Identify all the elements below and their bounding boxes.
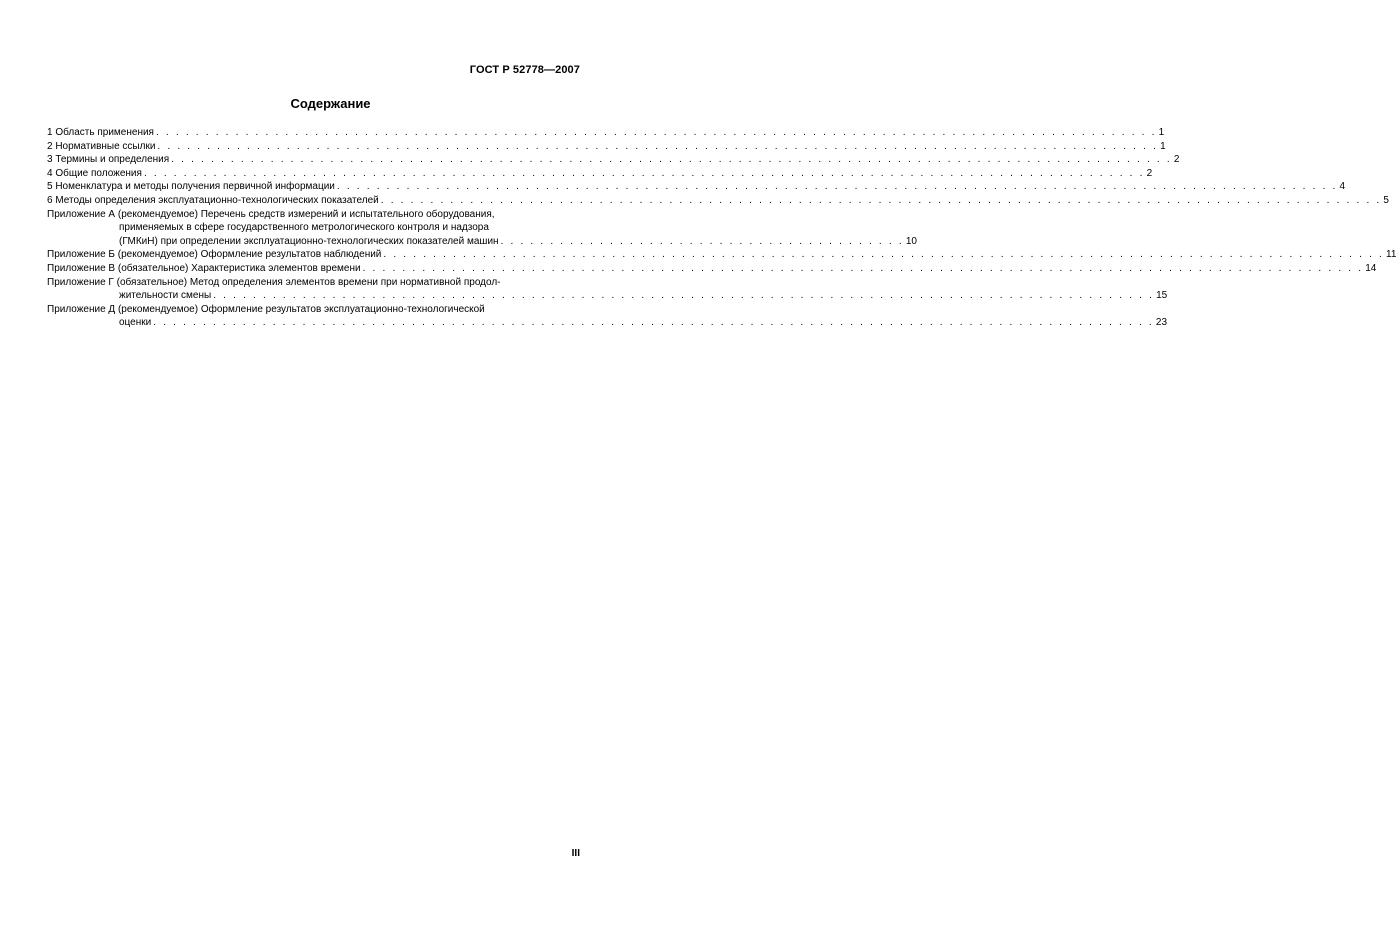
toc-leader-dots: . . . . . . . . . . . . . . . . . . . . . . . . . . . . . . . . . . . . . . . . . . . . . . . . . . . . . . . . . . . . . . . . . . . . . . . . . . . . . . . . . . . . . . . . . . . . . . . . . . . . . xyxy=(155,127,1157,138)
document-code: ГОСТ Р 52778—2007 xyxy=(469,64,580,76)
toc-entry-title: 1 Область применения xyxy=(47,127,154,138)
toc-leader-dots: . . . . . . . . . . . . . . . . . . . . . . . . . . . . . . . . . . . . . . . . . . . . . . . . . . . . . . . . . . . . . . . . . . . . . . . . . . . . . . . . . . . . . . . . . . . . . . . . . . . . . xyxy=(383,249,1385,261)
toc-entry-page: 4 xyxy=(1339,181,1346,193)
toc-entry-title-continued: жительности смены xyxy=(119,290,212,302)
toc-entry-page: 1 xyxy=(1160,140,1166,152)
toc-entry[interactable] xyxy=(47,180,1346,194)
toc-entry[interactable] xyxy=(47,303,1168,330)
toc-leader-dots: . . . . . . . . . . . . . . . . . . . . . . . . . . . . . . . . . . . . . . . . . . . . . . . . . . . . . . . . . . . . . . . . . . . . . . . . . . . . . . . . . . . . . . . . . . . . . . . . . . . . . xyxy=(157,140,1159,152)
toc-entry-title: 3 Термины и определения xyxy=(47,154,170,166)
toc-entry-title: 5 Номенклатура и методы получения первичной информации xyxy=(47,181,335,193)
toc-entry-last-line xyxy=(47,235,917,249)
toc-entry[interactable] xyxy=(47,126,1165,140)
toc-entry[interactable] xyxy=(47,140,1166,154)
toc-entry-title-continued: оценки xyxy=(119,317,152,329)
toc-entry-page: 2 xyxy=(1173,154,1180,166)
toc-entry[interactable] xyxy=(47,262,1377,276)
toc-leader-dots: . . . . . . . . . . . . . . . . . . . . . . . . . . . . . . . . . . . . . . . . . . . . . . . . . . . . . . . . . . . . . . . . . . . . . . . . . . . . . . . . . . . . . . . . . . . . . . . . . . . . . xyxy=(362,262,1364,274)
toc-leader-dots: . . . . . . . . . . . . . . . . . . . . . . . . . . . . . . . . . . . . . . . . . . . . . . . . . . . . . . . . . . . . . . . . . . . . . . . . . . . . . . . . . . . . . . . . . . . . . . . . . . . . . xyxy=(336,181,1338,193)
toc-entry[interactable] xyxy=(47,194,1389,208)
toc-entry-last-line xyxy=(47,316,1168,330)
toc-entry-title: 4 Общие положения xyxy=(47,167,142,179)
toc-leader-dots: . . . . . . . . . . . . . . . . . . . . . . . . . . . . . . . . . . . . . . . . . . . . . . . . . . . . . . . . . . . . . . . . . . . . . . . . . . . . . . . . . . . . . . . . . . . . . . . . . . . . . xyxy=(380,194,1382,206)
toc-entry-title: 2 Нормативные ссылки xyxy=(47,140,156,152)
table-of-contents xyxy=(47,126,1396,330)
toc-entry-page: 11 xyxy=(1386,249,1396,261)
toc-entry-title: Приложение Б (рекомендуемое) Оформление результатов наблюдений xyxy=(47,249,382,261)
toc-entry[interactable] xyxy=(47,248,1396,262)
toc-entry[interactable] xyxy=(47,153,1180,167)
toc-entry-last-line xyxy=(47,289,1168,303)
toc-entry-title: Приложение А (рекомендуемое) Перечень средств измерений и испытательного оборудования, xyxy=(47,208,495,220)
toc-entry-page: 15 xyxy=(1156,290,1168,302)
toc-entry-page: 10 xyxy=(905,235,917,247)
toc-entry-title: 6 Методы определения эксплуатационно-технологических показателей xyxy=(47,194,379,206)
toc-entry-title: Приложение В (обязательное) Характеристика элементов времени xyxy=(47,262,361,274)
toc-leader-dots: . . . . . . . . . . . . . . . . . . . . . . . . . . . . . . . . . . . . . . . . . . . . . . . . . . . . . . . . . . . . . . . . . . . . . . . . . . . . . . . . . . . . . . . . . . . . . . . . . . . . . xyxy=(143,167,1145,179)
toc-entry-page: 14 xyxy=(1365,262,1377,274)
toc-title: Содержание xyxy=(290,96,371,111)
toc-leader-dots: . . . . . . . . . . . . . . . . . . . . . . . . . . . . . . . . . . . . . . . . . . . . . . . . . . . . . . . . . . . . . . . . . . . . . . . . . . . . . . . . . . . . . . . . . . . . . . . xyxy=(213,290,1155,302)
toc-leader-dots: . . . . . . . . . . . . . . . . . . . . . . . . . . . . . . . . . . . . . . . . . . . . . . . . . . . . . . . . . . . . . . . . . . . . . . . . . . . . . . . . . . . . . . . . . . . . . . . . . . . . . xyxy=(171,154,1172,166)
toc-leader-dots: . . . . . . . . . . . . . . . . . . . . . . . . . . . . . . . . . . . . . . . . . xyxy=(500,235,904,247)
toc-leader-dots: . . . . . . . . . . . . . . . . . . . . . . . . . . . . . . . . . . . . . . . . . . . . . . . . . . . . . . . . . . . . . . . . . . . . . . . . . . . . . . . . . . . . . . . . . . . . . . . . . . . . . xyxy=(153,317,1154,329)
toc-entry-title-continued: применяемых в сфере государственного метрологического контроля и надзора xyxy=(119,222,489,234)
toc-entry-page: 1 xyxy=(1158,127,1165,138)
toc-entry-page: 23 xyxy=(1155,317,1168,329)
toc-entry-title-continued: (ГМКиН) при определении эксплуатационно-технологических показателей машин xyxy=(119,235,499,247)
toc-entry-title: Приложение Г (обязательное) Метод определения элементов времени при нормативной продол- xyxy=(47,276,501,288)
toc-entry[interactable] xyxy=(47,208,917,249)
toc-entry[interactable] xyxy=(47,167,1153,181)
toc-entry[interactable] xyxy=(47,276,1168,303)
toc-entry-title: Приложение Д (рекомендуемое) Оформление результатов эксплуатационно-технологической xyxy=(47,303,485,315)
toc-entry-page: 5 xyxy=(1383,194,1389,206)
toc-entry-page: 2 xyxy=(1146,167,1153,179)
page-number: III xyxy=(571,848,580,859)
